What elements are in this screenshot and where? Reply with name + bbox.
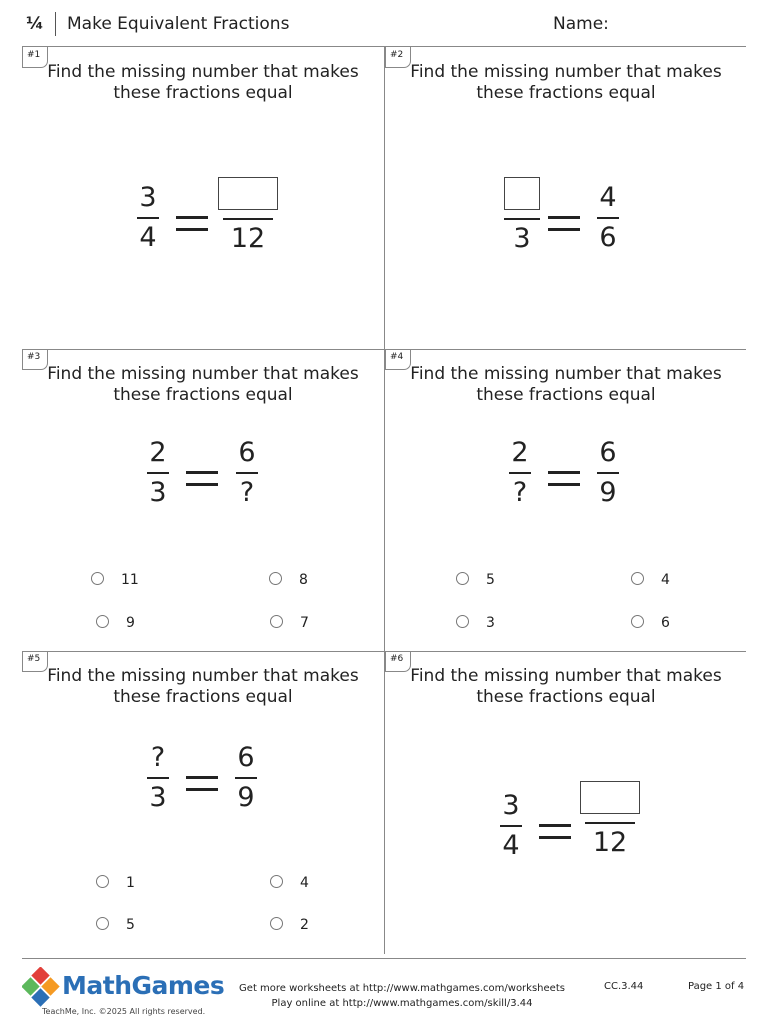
option-label: 4 — [300, 875, 309, 891]
numerator: 6 — [599, 437, 617, 468]
equals-sign — [545, 460, 583, 498]
problem-6 — [385, 651, 747, 953]
option-label: 5 — [126, 917, 135, 933]
worksheet-code: ¼ — [26, 14, 44, 34]
right-fraction — [583, 434, 633, 512]
mathgames-logo-icon — [22, 967, 62, 1007]
brand-name: MathGames — [62, 971, 225, 1000]
denominator: 12 — [230, 223, 266, 254]
problem-number: #4 — [385, 349, 411, 370]
radio-button[interactable] — [269, 572, 282, 585]
option-label: 7 — [300, 615, 309, 631]
problem-number: #5 — [22, 651, 48, 672]
denominator: 3 — [149, 477, 167, 508]
radio-button[interactable] — [96, 875, 109, 888]
problem-prompt: Find the missing number that makes these fractions equal — [47, 666, 359, 707]
skill-link[interactable]: Play online at http://www.mathgames.com/skill/3.44 — [271, 998, 533, 1009]
right-fraction — [213, 177, 283, 258]
problem-prompt: Find the missing number that makes these fractions equal — [410, 666, 722, 707]
denominator: 4 — [502, 830, 520, 861]
problem-5 — [22, 651, 384, 953]
radio-button[interactable] — [631, 572, 644, 585]
problem-prompt: Find the missing number that makes these fractions equal — [410, 62, 722, 103]
left-fraction — [133, 434, 183, 512]
answer-input-box[interactable] — [580, 781, 640, 814]
right-fraction — [221, 739, 271, 817]
problem-prompt: Find the missing number that makes these fractions equal — [47, 62, 359, 103]
header-divider — [55, 12, 56, 36]
radio-button[interactable] — [270, 917, 283, 930]
numerator: 6 — [237, 742, 255, 773]
equals-sign — [173, 205, 211, 243]
radio-button[interactable] — [91, 572, 104, 585]
denominator: 6 — [599, 222, 617, 253]
numerator: 2 — [511, 437, 529, 468]
denominator: ? — [512, 477, 528, 508]
footer-links — [222, 981, 582, 1011]
option-label: 4 — [661, 572, 670, 588]
problem-4 — [385, 349, 747, 651]
radio-button[interactable] — [96, 917, 109, 930]
denominator: 4 — [139, 222, 157, 253]
problem-number: #6 — [385, 651, 411, 672]
denominator: 9 — [237, 782, 255, 813]
equals-sign — [545, 205, 583, 243]
option-label: 2 — [300, 917, 309, 933]
radio-button[interactable] — [456, 615, 469, 628]
option-label: 11 — [121, 572, 139, 588]
standard-code: CC.3.44 — [604, 981, 644, 992]
numerator: 3 — [502, 790, 520, 821]
numerator: 4 — [599, 182, 617, 213]
right-fraction — [583, 179, 633, 257]
option-label: 1 — [126, 875, 135, 891]
problem-number: #3 — [22, 349, 48, 370]
worksheet-footer — [22, 958, 746, 1025]
equals-sign — [536, 813, 574, 851]
numerator: 3 — [139, 182, 157, 213]
right-fraction — [222, 434, 272, 512]
equals-sign — [183, 765, 221, 803]
problem-3 — [22, 349, 384, 651]
problem-prompt: Find the missing number that makes these fractions equal — [410, 364, 722, 405]
worksheets-link[interactable]: Get more worksheets at http://www.mathgames.com/worksheets — [239, 983, 565, 994]
problem-prompt: Find the missing number that makes these fractions equal — [47, 364, 359, 405]
answer-input-box[interactable] — [218, 177, 278, 210]
left-fraction — [495, 434, 545, 512]
left-fraction — [123, 179, 173, 257]
radio-button[interactable] — [270, 875, 283, 888]
equals-sign — [183, 460, 221, 498]
copyright: TeachMe, Inc. ©2025 All rights reserved. — [42, 1007, 206, 1016]
problem-2 — [385, 47, 747, 349]
option-label: 3 — [486, 615, 495, 631]
problem-number: #2 — [385, 47, 411, 68]
left-fraction — [486, 787, 536, 865]
numerator: 6 — [238, 437, 256, 468]
denominator: 3 — [149, 782, 167, 813]
numerator: ? — [150, 742, 166, 773]
option-label: 6 — [661, 615, 670, 631]
left-fraction — [133, 739, 183, 817]
denominator: ? — [239, 477, 255, 508]
answer-input-box[interactable] — [504, 177, 540, 210]
option-label: 5 — [486, 572, 495, 588]
radio-button[interactable] — [631, 615, 644, 628]
right-fraction — [575, 781, 645, 862]
option-label: 9 — [126, 615, 135, 631]
numerator: 2 — [149, 437, 167, 468]
problem-1 — [22, 47, 384, 349]
denominator: 9 — [599, 477, 617, 508]
page-number: Page 1 of 4 — [688, 981, 745, 992]
denominator: 3 — [513, 223, 531, 254]
denominator: 12 — [592, 827, 628, 858]
radio-button[interactable] — [456, 572, 469, 585]
option-label: 8 — [299, 572, 308, 588]
name-label: Name: — [553, 14, 609, 34]
radio-button[interactable] — [270, 615, 283, 628]
worksheet-title: Make Equivalent Fractions — [67, 14, 290, 34]
radio-button[interactable] — [96, 615, 109, 628]
problem-number: #1 — [22, 47, 48, 68]
left-fraction — [500, 177, 544, 258]
worksheet-header — [22, 0, 746, 47]
